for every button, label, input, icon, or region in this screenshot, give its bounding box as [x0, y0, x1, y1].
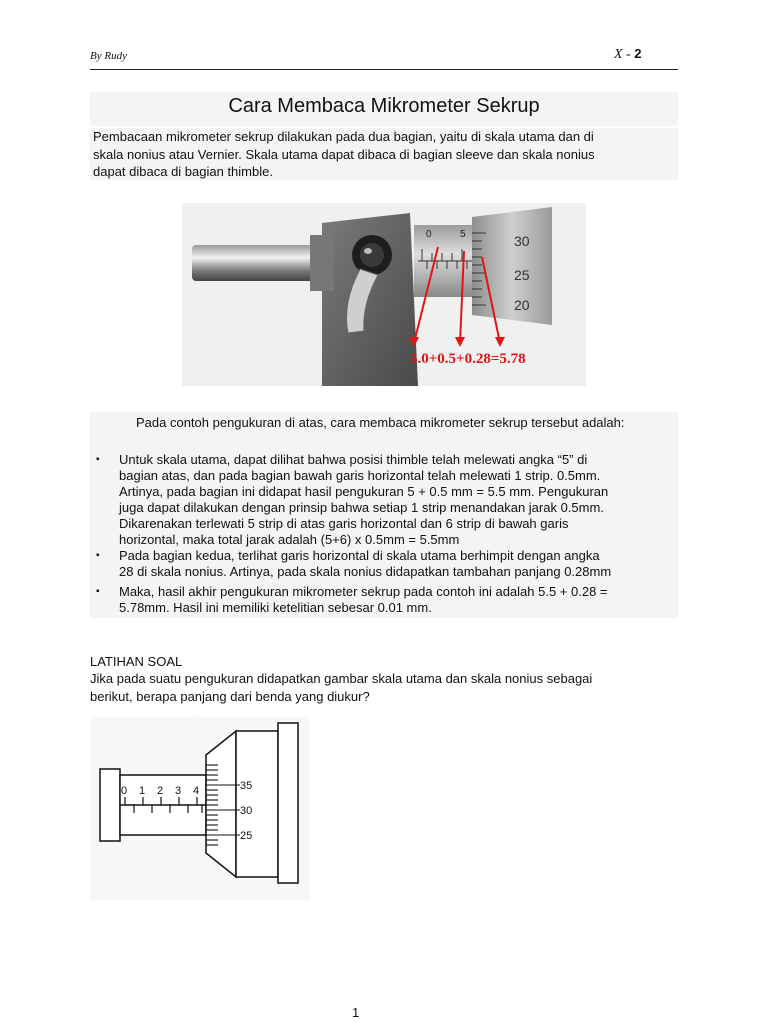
bullet-icon: ▪ — [96, 550, 100, 561]
list-item-text: Maka, hasil akhir pengukuran mikrometer sekrup pada contoh ini adalah 5.5 + 0.28 = 5.78mm. Hasil ini memiliki ketelitian sebesar 0.01 mm. — [119, 584, 608, 615]
intro-line: skala nonius atau Vernier. Skala utama dapat dibaca di bagian sleeve dan skala nonius — [93, 146, 595, 162]
diagram-sleeve-label: 4 — [193, 785, 200, 797]
list-item-text: Pada bagian kedua, terlihat garis horizontal di skala utama berhimpit dengan angka 28 di skala nonius. Artinya, pada skala nonius didapatkan tambahan panjang 0.28mm — [119, 548, 612, 579]
page-title: Cara Membaca Mikrometer Sekrup — [90, 92, 678, 126]
photo-sleeve-label: 5 — [460, 229, 466, 240]
exercise-heading: LATIHAN SOAL — [90, 654, 183, 669]
bullet-icon: ▪ — [96, 454, 100, 465]
header-rule — [90, 69, 678, 70]
diagram-thimble-label: 35 — [240, 780, 253, 792]
diagram-sleeve-label: 0 — [121, 785, 128, 797]
intro-paragraph — [90, 128, 678, 180]
header-author: By Rudy — [90, 50, 127, 62]
steps-lead: Pada contoh pengukuran di atas, cara membaca mikrometer sekrup tersebut adalah: — [136, 415, 625, 430]
photo-formula: 5.0+0.5+0.28=5.78 — [410, 351, 526, 367]
diagram-thimble-label: 30 — [240, 805, 253, 817]
reading-steps — [90, 412, 678, 618]
exercise-micrometer-diagram — [90, 717, 310, 900]
intro-line: dapat dibaca di bagian thimble. — [93, 164, 273, 179]
list-item-text: Untuk skala utama, dapat dilihat bahwa posisi thimble telah melewati angka “5” di bagian atas, dan pada bagian bawah garis horizontal telah melewati 1 strip. 0.5mm. Artinya, pada bagian ini didapat hasil pengukuran 5 + 0.5 mm = 5.5 mm. Pengukuran juga dapat dilakukan dengan prinsip bahwa setiap 1 strip menandakan jarak 0.5mm. Dikarenakan terlewati 5 strip di atas garis horizontal dan 6 strip di bawah garis horizontal, maka total jarak adalah (5+6) x 0.5mm = 5.5mm — [119, 452, 609, 547]
bullet-icon: ▪ — [96, 586, 100, 597]
diagram-sleeve-label: 1 — [139, 785, 146, 797]
photo-thimble-label: 20 — [514, 297, 530, 313]
photo-thimble-label: 30 — [514, 233, 530, 249]
diagram-sleeve-label: 3 — [175, 785, 182, 797]
intro-line: Pembacaan mikrometer sekrup dilakukan pada dua bagian, yaitu di skala utama dan di — [93, 129, 594, 144]
photo-sleeve-label: 0 — [426, 229, 432, 240]
diagram-sleeve-label: 2 — [157, 785, 164, 797]
exercise-question: Jika pada suatu pengukuran didapatkan gambar skala utama dan skala nonius sebagai berikut, berapa panjang dari benda yang diukur? — [90, 671, 593, 704]
diagram-thimble-label: 25 — [240, 830, 253, 842]
micrometer-photo — [182, 203, 586, 386]
photo-thimble-label: 25 — [514, 267, 530, 283]
header-class: X - 2 — [614, 46, 642, 62]
page-number: 1 — [352, 1005, 360, 1020]
